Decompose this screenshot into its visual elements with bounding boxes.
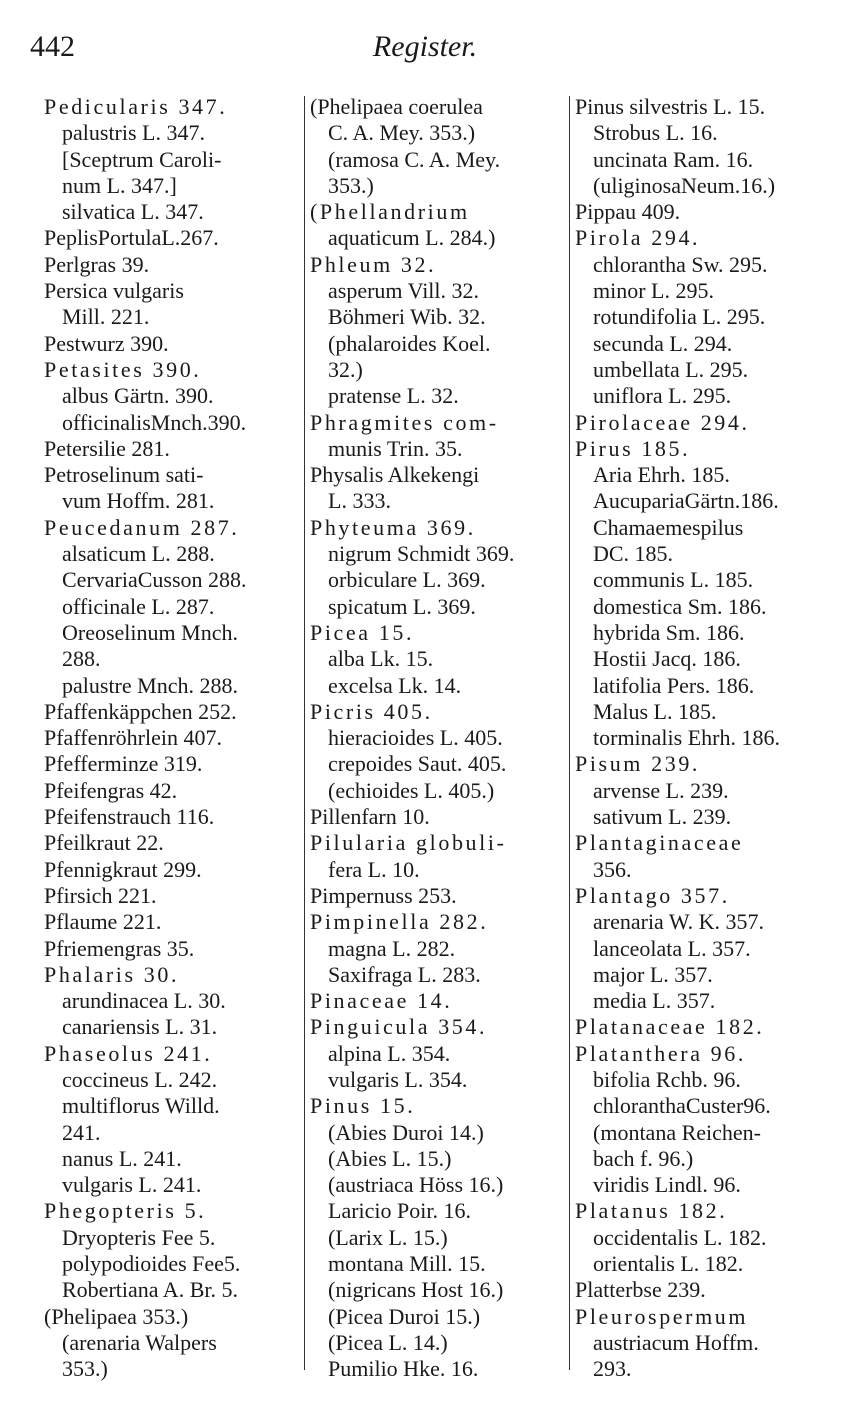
index-subentry: polypodioides Fee5. bbox=[62, 1251, 241, 1277]
index-entry: Physalis Alkekengi bbox=[310, 462, 480, 488]
page-header bbox=[0, 30, 850, 70]
index-entry: Pfaffenröhrlein 407. bbox=[44, 725, 222, 751]
index-subentry: rotundifolia L. 295. bbox=[593, 304, 766, 330]
index-subentry: C. A. Mey. 353.) bbox=[328, 120, 476, 146]
index-entry: Pfeifengras 42. bbox=[44, 777, 178, 803]
index-subentry: CervariaCusson 288. bbox=[62, 567, 247, 593]
index-subentry: 288. bbox=[62, 646, 101, 672]
index-subentry: (uliginosaNeum.16.) bbox=[593, 172, 776, 198]
index-entry: Pimpinella 282. bbox=[310, 909, 489, 935]
index-entry: Plantago 357. bbox=[575, 882, 730, 908]
index-subentry: alsaticum L. 288. bbox=[62, 541, 215, 567]
index-subentry: hybrida Sm. 186. bbox=[593, 619, 745, 645]
index-entry: Perlgras 39. bbox=[44, 251, 150, 277]
index-subentry: silvatica L. 347. bbox=[62, 199, 204, 225]
index-subentry: minor L. 295. bbox=[593, 278, 714, 304]
index-entry: Pfeilkraut 22. bbox=[44, 830, 164, 856]
index-subentry: nanus L. 241. bbox=[62, 1145, 182, 1171]
index-subentry: uniflora L. 295. bbox=[593, 383, 732, 409]
index-entry: Pillenfarn 10. bbox=[310, 804, 430, 830]
index-subentry: media L. 357. bbox=[593, 988, 716, 1014]
index-entry: Pestwurz 390. bbox=[44, 330, 169, 356]
column-divider bbox=[304, 96, 305, 1370]
index-entry: Platanus 182. bbox=[575, 1198, 728, 1224]
index-entry: Pflaume 221. bbox=[44, 909, 162, 935]
index-subentry: magna L. 282. bbox=[328, 935, 456, 961]
index-entry: Pfaffenkäppchen 252. bbox=[44, 698, 237, 724]
index-subentry: (nigricans Host 16.) bbox=[328, 1277, 504, 1303]
column-divider bbox=[569, 96, 570, 1370]
index-subentry: canariensis L. 31. bbox=[62, 1014, 218, 1040]
index-subentry: 356. bbox=[593, 856, 632, 882]
index-entry: Peucedanum 287. bbox=[44, 514, 240, 540]
index-subentry: bach f. 96.) bbox=[593, 1145, 694, 1171]
index-subentry: munis Trin. 35. bbox=[328, 435, 463, 461]
index-subentry: bifolia Rchb. 96. bbox=[593, 1066, 741, 1092]
index-entry: Phleum 32. bbox=[310, 251, 437, 277]
index-entry: (Phelipaea coerulea bbox=[310, 94, 483, 119]
index-subentry: Aria Ehrh. 185. bbox=[593, 462, 730, 488]
index-subentry: (Picea Duroi 15.) bbox=[328, 1303, 481, 1329]
index-subentry: umbellata L. 295. bbox=[593, 356, 749, 382]
index-entry: Phyteuma 369. bbox=[310, 514, 476, 540]
index-entry: Pfriemengras 35. bbox=[44, 935, 195, 961]
index-subentry: 353.) bbox=[328, 172, 374, 198]
index-subentry: communis L. 185. bbox=[593, 567, 754, 593]
index-subentry: Mill. 221. bbox=[62, 304, 150, 330]
index-subentry: Pumilio Hke. 16. bbox=[328, 1356, 479, 1382]
index-subentry: aquaticum L. 284.) bbox=[328, 225, 496, 251]
index-subentry: num L. 347.] bbox=[62, 172, 177, 198]
index-subentry: (austriaca Höss 16.) bbox=[328, 1172, 504, 1198]
index-subentry: spicatum L. 369. bbox=[328, 593, 476, 619]
index-entry: Pirolaceae 294. bbox=[575, 409, 750, 435]
index-entry: Petersilie 281. bbox=[44, 435, 170, 461]
index-entry: Pedicularis 347. bbox=[44, 94, 228, 119]
index-subentry: torminalis Ehrh. 186. bbox=[593, 725, 780, 751]
index-entry: Pfeifenstrauch 116. bbox=[44, 804, 215, 830]
index-entry: Pirola 294. bbox=[575, 225, 701, 251]
index-subentry: crepoides Saut. 405. bbox=[328, 751, 507, 777]
index-subentry: (ramosa C. A. Mey. bbox=[328, 146, 501, 172]
index-subentry: fera L. 10. bbox=[328, 856, 420, 882]
running-title: Register. bbox=[372, 30, 478, 63]
index-entry: Persica vulgaris bbox=[44, 278, 184, 304]
index-subentry: vum Hoffm. 281. bbox=[62, 488, 215, 514]
index-subentry: alba Lk. 15. bbox=[328, 646, 434, 672]
index-entry: Pfirsich 221. bbox=[44, 882, 157, 908]
index-entry: Pisum 239. bbox=[575, 751, 701, 777]
index-entry: Petasites 390. bbox=[44, 356, 202, 382]
index-entry: Picris 405. bbox=[310, 698, 433, 724]
index-entry: Pinus silvestris L. 15. bbox=[575, 94, 766, 119]
index-subentry: Robertiana A. Br. 5. bbox=[62, 1277, 238, 1303]
index-entry: Pirus 185. bbox=[575, 435, 691, 461]
index-subentry: hieracioides L. 405. bbox=[328, 725, 503, 751]
index-subentry: (arenaria Walpers bbox=[62, 1329, 217, 1355]
index-entry: Platterbse 239. bbox=[575, 1277, 706, 1303]
index-entry: (Phellandrium bbox=[310, 199, 470, 225]
index-subentry: officinalisMnch.390. bbox=[62, 409, 247, 435]
index-subentry: DC. 185. bbox=[593, 541, 674, 567]
index-subentry: asperum Vill. 32. bbox=[328, 278, 480, 304]
index-subentry: orientalis L. 182. bbox=[593, 1251, 744, 1277]
index-subentry: palustris L. 347. bbox=[62, 120, 205, 146]
index-entry: Phragmites com- bbox=[310, 409, 499, 435]
index-subentry: vulgaris L. 354. bbox=[328, 1066, 468, 1092]
index-subentry: austriacum Hoffm. bbox=[593, 1329, 759, 1355]
index-subentry: lanceolata L. 357. bbox=[593, 935, 751, 961]
index-subentry: pratense L. 32. bbox=[328, 383, 459, 409]
index-entry: (Phelipaea 353.) bbox=[44, 1303, 189, 1329]
index-subentry: 241. bbox=[62, 1119, 101, 1145]
index-subentry: arundinacea L. 30. bbox=[62, 988, 226, 1014]
index-entry: Phalaris 30. bbox=[44, 961, 180, 987]
index-entry: Pinus 15. bbox=[310, 1093, 416, 1119]
index-subentry: (Abies Duroi 14.) bbox=[328, 1119, 484, 1145]
index-entry: Platanaceae 182. bbox=[575, 1014, 765, 1040]
index-subentry: chlorantha Sw. 295. bbox=[593, 251, 768, 277]
index-subentry: Hostii Jacq. 186. bbox=[593, 646, 741, 672]
index-subentry: secunda L. 294. bbox=[593, 330, 733, 356]
index-entry: Pinaceae 14. bbox=[310, 988, 453, 1014]
index-entry: Picea 15. bbox=[310, 619, 415, 645]
index-entry: Phegopteris 5. bbox=[44, 1198, 207, 1224]
index-subentry: Saxifraga L. 283. bbox=[328, 961, 481, 987]
index-entry: Petroselinum sati- bbox=[44, 462, 204, 488]
index-entry: Pfefferminze 319. bbox=[44, 751, 203, 777]
index-entry: Pinguicula 354. bbox=[310, 1014, 488, 1040]
index-subentry: Malus L. 185. bbox=[593, 698, 717, 724]
index-subentry: Böhmeri Wib. 32. bbox=[328, 304, 486, 330]
index-subentry: multiflorus Willd. bbox=[62, 1093, 220, 1119]
index-entry: Pimpernuss 253. bbox=[310, 882, 457, 908]
index-entry: Pilularia globuli- bbox=[310, 830, 507, 856]
index-subentry: albus Gärtn. 390. bbox=[62, 383, 214, 409]
index-subentry: sativum L. 239. bbox=[593, 804, 732, 830]
index-subentry: (Larix L. 15.) bbox=[328, 1224, 448, 1250]
index-entry: Pfennigkraut 299. bbox=[44, 856, 202, 882]
index-subentry: Chamaemespilus bbox=[593, 514, 744, 540]
index-subentry: nigrum Schmidt 369. bbox=[328, 541, 515, 567]
index-subentry: palustre Mnch. 288. bbox=[62, 672, 238, 698]
index-subentry: arenaria W. K. 357. bbox=[593, 909, 765, 935]
index-subentry: Dryopteris Fee 5. bbox=[62, 1224, 216, 1250]
index-subentry: chloranthaCuster96. bbox=[593, 1093, 771, 1119]
index-subentry: Strobus L. 16. bbox=[593, 120, 718, 146]
index-subentry: (echioides L. 405.) bbox=[328, 777, 495, 803]
index-entry: PeplisPortulaL.267. bbox=[44, 225, 219, 251]
index-subentry: viridis Lindl. 96. bbox=[593, 1172, 741, 1198]
index-subentry: (phalaroides Koel. bbox=[328, 330, 491, 356]
index-entry: Pippau 409. bbox=[575, 199, 681, 225]
page-number: 442 bbox=[30, 30, 75, 63]
index-subentry: alpina L. 354. bbox=[328, 1040, 451, 1066]
index-subentry: montana Mill. 15. bbox=[328, 1251, 486, 1277]
index-subentry: AucupariaGärtn.186. bbox=[593, 488, 779, 514]
index-subentry: uncinata Ram. 16. bbox=[593, 146, 754, 172]
index-entry: Phaseolus 241. bbox=[44, 1040, 213, 1066]
index-subentry: vulgaris L. 241. bbox=[62, 1172, 202, 1198]
index-subentry: orbiculare L. 369. bbox=[328, 567, 486, 593]
index-subentry: Laricio Poir. 16. bbox=[328, 1198, 471, 1224]
index-entry: Platanthera 96. bbox=[575, 1040, 746, 1066]
index-subentry: Oreoselinum Mnch. bbox=[62, 619, 238, 645]
index-subentry: major L. 357. bbox=[593, 961, 713, 987]
index-entry: Pleurospermum bbox=[575, 1303, 749, 1329]
index-subentry: 293. bbox=[593, 1356, 632, 1382]
index-column-1 bbox=[44, 94, 306, 1383]
index-subentry: officinale L. 287. bbox=[62, 593, 215, 619]
index-column-2 bbox=[310, 94, 568, 1383]
index-entry: Plantaginaceae bbox=[575, 830, 744, 856]
index-subentry: [Sceptrum Caroli- bbox=[62, 146, 222, 172]
index-subentry: excelsa Lk. 14. bbox=[328, 672, 462, 698]
index-subentry: latifolia Pers. 186. bbox=[593, 672, 755, 698]
index-subentry: L. 333. bbox=[328, 488, 391, 514]
index-subentry: (Picea L. 14.) bbox=[328, 1329, 448, 1355]
index-subentry: coccineus L. 242. bbox=[62, 1066, 218, 1092]
index-subentry: domestica Sm. 186. bbox=[593, 593, 767, 619]
index-subentry: 32.) bbox=[328, 356, 363, 382]
index-subentry: arvense L. 239. bbox=[593, 777, 729, 803]
index-column-3 bbox=[575, 94, 837, 1383]
index-subentry: (Abies L. 15.) bbox=[328, 1145, 452, 1171]
index-subentry: occidentalis L. 182. bbox=[593, 1224, 767, 1250]
index-subentry: (montana Reichen- bbox=[593, 1119, 761, 1145]
index-subentry: 353.) bbox=[62, 1356, 108, 1382]
